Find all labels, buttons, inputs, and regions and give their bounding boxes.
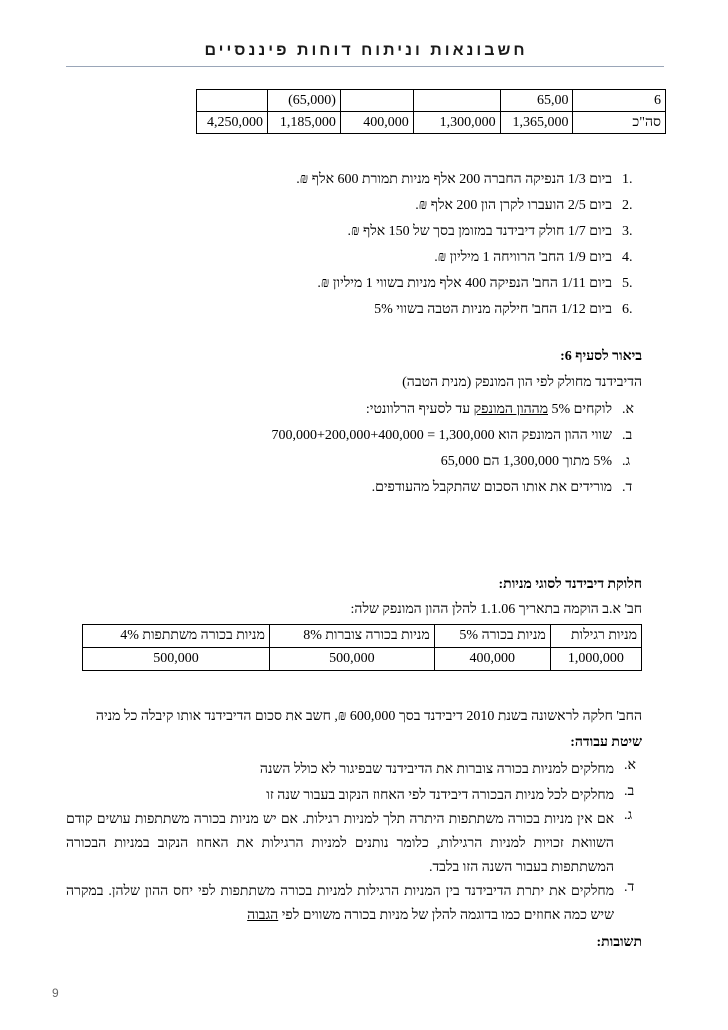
table-cell: סה"כ xyxy=(573,112,666,134)
table-cell: 1,300,000 xyxy=(413,112,500,134)
page-header-title: חשבונאות וניתוח דוחות פיננסיים xyxy=(204,42,528,59)
list-marker: א. xyxy=(622,402,634,417)
table-header-row xyxy=(83,625,642,648)
list-item-text: מחלקים את יתרת הדיבידנד בין המניות הרגילות למניות בכורה משתתפות לפי יחס ההון שלהן. במקרה שיש כמה אחוזים כמו בדוגמה להלן של מניות בכורה משווים לפי הגבוה xyxy=(66,884,614,923)
list-item-text: ביום 1/9 החב' הרוויחה 1 מיליון ₪. xyxy=(434,250,612,265)
table-cell: 400,000 xyxy=(434,648,550,671)
list-marker: ד. xyxy=(624,880,635,895)
column-header: מניות רגילות xyxy=(550,625,641,648)
answers-heading: תשובות: xyxy=(596,935,642,950)
list-item-text: שווי ההון המונפק הוא 1,300,000 = 700,000+200,000+400,000 xyxy=(271,428,612,443)
list-number: .6 xyxy=(622,302,633,317)
list-item-text: ביום 1/7 חולק דיבידנד במזומן בסך של 150 אלף ₪. xyxy=(347,224,612,239)
list-number: .4 xyxy=(622,250,633,265)
list-item-text: ביום 1/12 החב' חילקה מניות הטבה בשווי 5% xyxy=(374,302,612,317)
list-item-text: מורידים את אותו הסכום שהתקבל מהעודפים. xyxy=(371,480,612,495)
list-item-text: ביום 2/5 הועברו לקרן הון 200 אלף ₪. xyxy=(415,198,612,213)
list-marker: ב. xyxy=(624,784,635,799)
list-marker: ד. xyxy=(622,480,633,495)
table-cell: (65,000) xyxy=(268,90,341,112)
table-cell: 400,000 xyxy=(340,112,413,134)
table-cell xyxy=(340,90,413,112)
dividend-heading: חלוקת דיבידנד לסוגי מניות: xyxy=(498,577,642,592)
list-item xyxy=(66,808,642,884)
page-number: 9 xyxy=(52,986,59,1000)
table-cell: 1,365,000 xyxy=(500,112,573,134)
list-number: .1 xyxy=(622,172,633,187)
list-marker: ב. xyxy=(622,428,633,443)
list-item xyxy=(66,784,642,808)
list-item-text: ביום 1/11 החב' הנפיקה 400 אלף מניות בשווי 1 מיליון ₪. xyxy=(317,276,612,291)
share-capital-table xyxy=(82,624,642,671)
list-item xyxy=(66,758,642,782)
list-item-text: מחלקים לכל מניות הבכורה דיבידנד לפי האחוז הנקוב בעבור שנה זו xyxy=(266,788,614,803)
method-heading: שיטת עבודה: xyxy=(570,735,642,750)
table-cell: 500,000 xyxy=(83,648,270,671)
table-cell: 1,000,000 xyxy=(550,648,641,671)
underlined-term: הגבוה xyxy=(247,908,279,923)
equity-summary-table xyxy=(196,89,666,134)
column-header: מניות בכורה משתתפות 4% xyxy=(83,625,270,648)
list-item-text: ביום 1/3 הנפיקה החברה 200 אלף מניות תמורת 600 אלף ₪. xyxy=(296,172,612,187)
table-cell: 65,00 xyxy=(500,90,573,112)
list-marker: ג. xyxy=(622,454,631,469)
header-divider xyxy=(66,66,664,67)
column-header: מניות בכורה 5% xyxy=(434,625,550,648)
column-header: מניות בכורה צוברות 8% xyxy=(269,625,434,648)
explanation-intro: הדיבידנד מחולק לפי הון המונפק (מנית הטבה) xyxy=(402,375,642,390)
list-item-text: 5% מתוך 1,300,000 הם 65,000 xyxy=(440,454,612,469)
table-cell: 500,000 xyxy=(269,648,434,671)
list-number: .3 xyxy=(622,224,633,239)
list-item-text: מחלקים למניות בכורה צוברות את הדיבידנד שבפיגור לא כולל השנה xyxy=(259,762,614,777)
list-item xyxy=(66,880,642,930)
table-row xyxy=(197,112,666,134)
table-cell: 1,185,000 xyxy=(268,112,341,134)
question-text: החב' חלקה לראשונה בשנת 2010 דיבידנד בסך 600,000 ₪, חשב את סכום הדיבידנד אותו קיבלה כל מניה xyxy=(95,709,642,724)
table-cell xyxy=(197,90,268,112)
explanation-heading: ביאור לסעיף 6: xyxy=(560,349,642,364)
list-item-text: לוקחים 5% מההון המונפק עד לסעיף הרלוונטי: xyxy=(365,402,612,417)
list-number: .5 xyxy=(622,276,633,291)
table-cell xyxy=(413,90,500,112)
underlined-term: מההון המונפק xyxy=(473,402,548,417)
table-cell: 6 xyxy=(573,90,666,112)
list-marker: ג. xyxy=(624,808,633,823)
table-cell: 4,250,000 xyxy=(197,112,268,134)
list-number: .2 xyxy=(622,198,633,213)
table-row xyxy=(83,648,642,671)
list-item-text: אם אין מניות בכורה משתתפות היתרה תלך למניות רגילות. אם יש מניות בכורה משתתפות עושים קודם השוואת זכויות למניות הרגילות, כלומר נותנים למניות הרגילות את האחוז הנקוב במניות הבכורה המשתתפות בעבור השנה הזו בלבד. xyxy=(66,812,614,875)
table-row xyxy=(197,90,666,112)
list-marker: א. xyxy=(624,758,636,773)
dividend-intro: חב' א.ב הוקמה בתאריך 1.1.06 להלן ההון המונפק שלה: xyxy=(350,602,642,617)
